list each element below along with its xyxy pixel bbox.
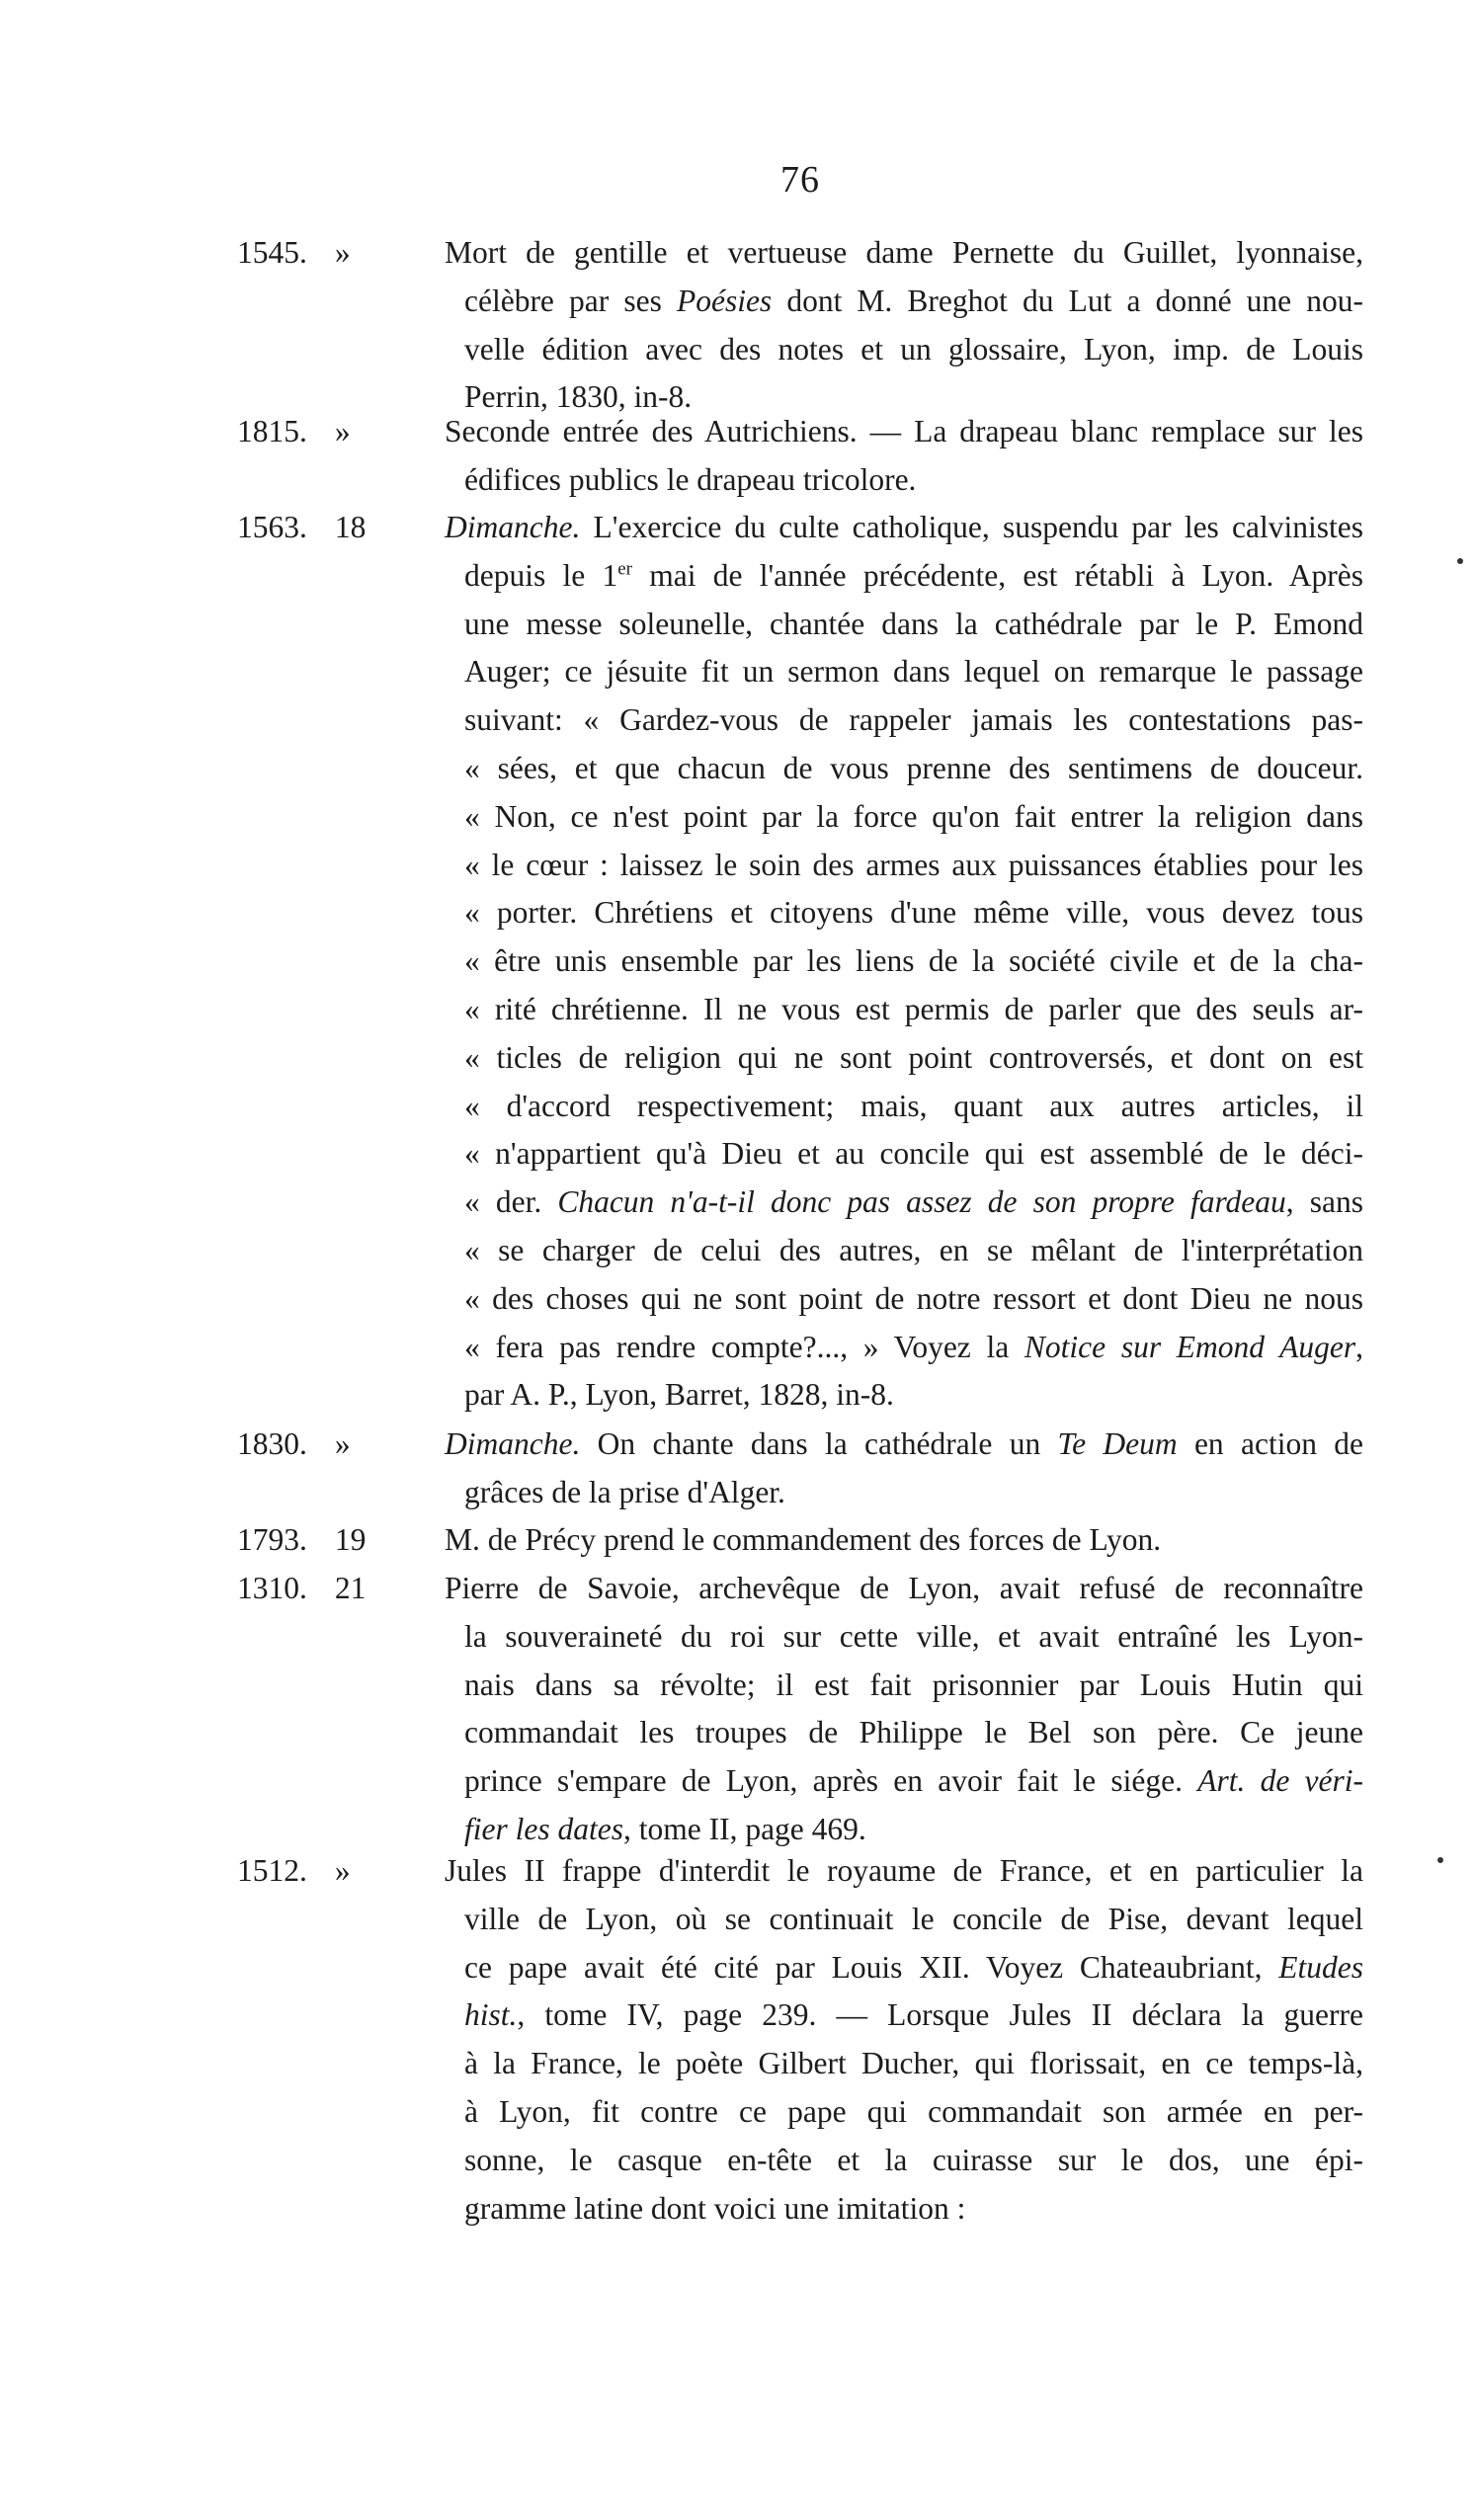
entry-date xyxy=(237,1516,366,1565)
text-line: Seconde entrée des Autrichiens. — La drapeau blanc remplace sur les xyxy=(445,414,1363,448)
text-line: commandait les troupes de Philippe le Bel son père. Ce jeune xyxy=(464,1715,1363,1750)
text-line: édifices publics le drapeau tricolore. xyxy=(464,461,917,497)
chronology-entry xyxy=(237,504,1363,1420)
chronology-entry xyxy=(237,229,1363,422)
entry-day: » xyxy=(334,1426,351,1461)
text-line: grâces de la prise d'Alger. xyxy=(464,1474,785,1509)
entry-date xyxy=(237,504,366,552)
text-line: Mort de gentille et vertueuse dame Pernette du Guillet, lyonnaise, xyxy=(445,235,1363,270)
text-line: Dimanche. L'exercice du culte catholique, suspendu par les calvinistes xyxy=(445,510,1363,544)
entry-year: 1512. xyxy=(237,1853,307,1888)
text-line: Perrin, 1830, in-8. xyxy=(464,379,693,415)
text-line: la souveraineté du roi sur cette ville, et avait entraîné les Lyon- xyxy=(464,1618,1363,1654)
text-line: par A. P., Lyon, Barret, 1828, in-8. xyxy=(464,1377,894,1413)
text-line: M. de Précy prend le commandement des forces de Lyon. xyxy=(445,1522,1162,1557)
text-line: Jules II frappe d'interdit le royaume de France, et en particulier la xyxy=(445,1853,1363,1888)
entry-day: 18 xyxy=(334,510,367,544)
text-line: « rité chrétienne. Il ne vous est permis de parler que des seuls ar- xyxy=(464,991,1363,1026)
entry-text xyxy=(445,1847,1363,2233)
text-line: velle édition avec des notes et un glossaire, Lyon, imp. de Louis xyxy=(464,331,1363,366)
page-number: 76 xyxy=(780,159,820,201)
entry-date xyxy=(237,1847,351,1896)
entry-year: 1830. xyxy=(237,1426,307,1461)
chronology-entry xyxy=(237,1421,1363,1517)
text-line: Dimanche. On chante dans la cathédrale un Te Deum en action de xyxy=(445,1426,1363,1461)
entry-date xyxy=(237,1421,351,1469)
entry-date xyxy=(237,229,351,278)
chronology-entry xyxy=(237,1847,1363,2233)
entry-date xyxy=(237,408,351,456)
text-line: « ticles de religion qui ne sont point controversés, et dont on est xyxy=(464,1039,1363,1075)
entry-text xyxy=(445,1565,1363,1854)
text-line: « des choses qui ne sont point de notre ressort et dont Dieu ne nous xyxy=(464,1280,1363,1316)
text-line: prince s'empare de Lyon, après en avoir fait le siége. Art. de véri- xyxy=(464,1763,1363,1799)
entry-day: 19 xyxy=(334,1522,367,1557)
text-line: Pierre de Savoie, archevêque de Lyon, avait refusé de reconnaître xyxy=(445,1571,1363,1605)
entry-year: 1545. xyxy=(237,235,307,270)
text-line: « le cœur : laissez le soin des armes aux puissances établies pour les xyxy=(464,847,1363,882)
entry-date xyxy=(237,1565,366,1613)
text-line: fier les dates, tome II, page 469. xyxy=(464,1811,866,1846)
entry-text xyxy=(445,1516,1363,1565)
entry-day: » xyxy=(334,1853,351,1888)
entry-day: » xyxy=(334,414,351,448)
entry-text xyxy=(445,504,1363,1420)
text-line: ville de Lyon, où se continuait le concile de Pise, devant lequel xyxy=(464,1901,1363,1936)
entry-year: 1793. xyxy=(237,1522,307,1557)
chronology-entry xyxy=(237,1565,1363,1854)
text-line: « fera pas rendre compte?..., » Voyez la Notice sur Emond Auger, xyxy=(464,1329,1363,1364)
text-line: « der. Chacun n'a-t-il donc pas assez de son propre fardeau, sans xyxy=(464,1184,1364,1220)
entry-text xyxy=(445,229,1363,422)
entry-day: 21 xyxy=(334,1571,367,1605)
print-speck xyxy=(1437,1857,1443,1863)
chronology-entry xyxy=(237,408,1363,505)
text-line: « sées, et que chacun de vous prenne des sentimens de douceur. xyxy=(464,750,1363,785)
text-line: « porter. Chrétiens et citoyens d'une même ville, vous devez tous xyxy=(464,895,1363,931)
text-line: suivant: « Gardez-vous de rappeler jamais les contestations pas- xyxy=(464,702,1363,738)
text-line: sonne, le casque en-tête et la cuirasse sur le dos, une épi- xyxy=(464,2142,1363,2177)
text-line: à la France, le poète Gilbert Ducher, qui florissait, en ce temps-là, xyxy=(464,2046,1363,2081)
entry-text xyxy=(445,1421,1363,1517)
entry-text xyxy=(445,408,1363,505)
entry-year: 1563. xyxy=(237,510,307,544)
text-line: « être unis ensemble par les liens de la société civile et de la cha- xyxy=(464,943,1363,979)
text-line: « Non, ce n'est point par la force qu'on fait entrer la religion dans xyxy=(464,798,1363,834)
text-line: gramme latine dont voici une imitation : xyxy=(464,2190,966,2226)
chronology-entry xyxy=(237,1516,1363,1565)
text-line: Auger; ce jésuite fit un sermon dans lequel on remarque le passage xyxy=(464,654,1363,690)
text-line: une messe soleunelle, chantée dans la cathédrale par le P. Emond xyxy=(464,606,1363,641)
entry-year: 1815. xyxy=(237,414,307,448)
text-line: célèbre par ses Poésies dont M. Breghot du Lut a donné une nou- xyxy=(464,283,1363,318)
text-line: « se charger de celui des autres, en se mêlant de l'interprétation xyxy=(464,1232,1363,1267)
text-line: ce pape avait été cité par Louis XII. Voyez Chateaubriant, Etudes xyxy=(464,1949,1363,1985)
text-line: depuis le 1er mai de l'année précédente, est rétabli à Lyon. Après xyxy=(464,557,1363,593)
entry-day: » xyxy=(334,235,351,270)
text-line: à Lyon, fit contre ce pape qui commandait son armée en per- xyxy=(464,2093,1363,2129)
entry-year: 1310. xyxy=(237,1571,307,1605)
text-line: « d'accord respectivement; mais, quant aux autres articles, il xyxy=(464,1088,1363,1123)
text-line: nais dans sa révolte; il est fait prisonnier par Louis Hutin qui xyxy=(464,1666,1363,1702)
text-line: hist., tome IV, page 239. — Lorsque Jules II déclara la guerre xyxy=(464,1997,1363,2033)
print-speck xyxy=(1457,558,1463,564)
text-line: « n'appartient qu'à Dieu et au concile qui est assemblé de le déci- xyxy=(464,1136,1363,1172)
